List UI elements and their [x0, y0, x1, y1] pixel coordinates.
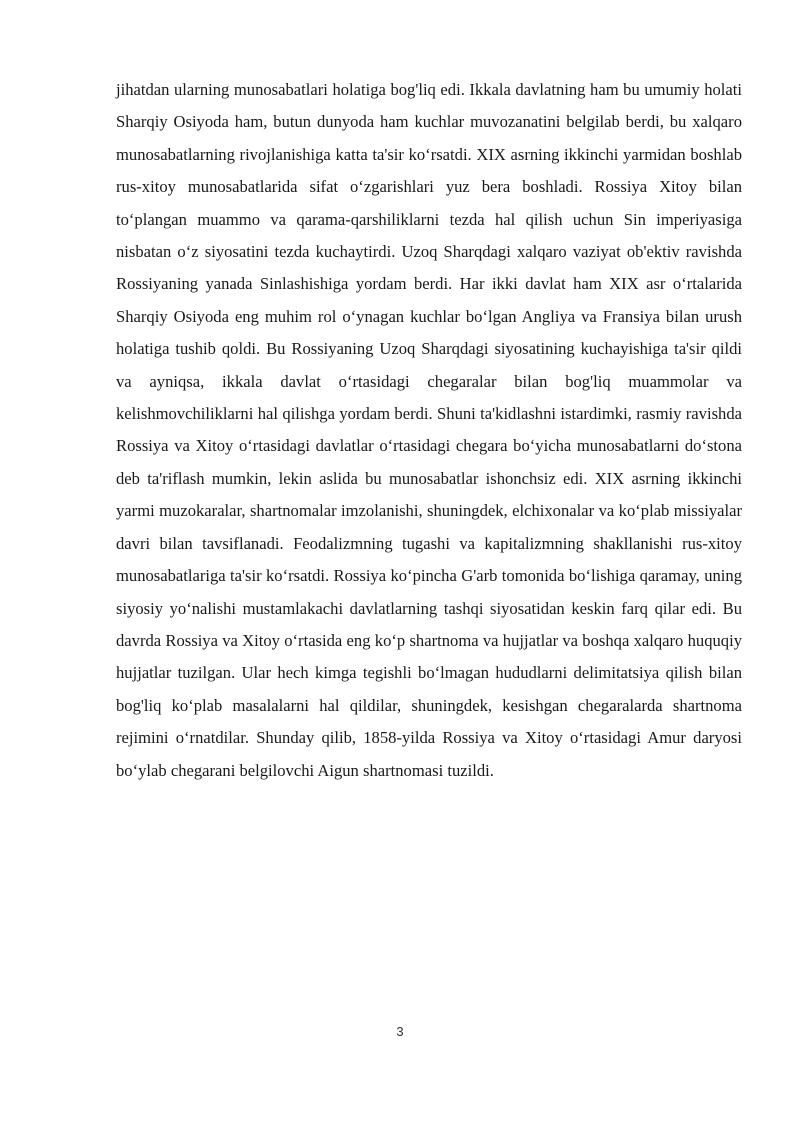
body-paragraph: jihatdan ularning munosabatlari holatiga bog'liq edi. Ikkala davlatning ham bu umumiy holati Sharqiy Osiyoda ham, butun dunyoda ham kuchlar muvozanatini belgilab berdi, bu xalqaro munosabatlarning rivojlanishiga katta ta'sir ko‘rsatdi. XIX asrning ikkinchi yarmidan boshlab rus-xitoy munosabatlarida sifat o‘zgarishlari yuz bera boshladi. Rossiya Xitoy bilan to‘plangan muammo va qarama-qarshiliklarni tezda hal qilish uchun Sin imperiyasiga nisbatan o‘z siyosatini tezda kuchaytirdi. Uzoq Sharqdagi xalqaro vaziyat ob'ektiv ravishda Rossiyaning yanada Sinlashishiga yordam berdi. Har ikki davlat ham XIX asr o‘rtalarida Sharqiy Osiyoda eng muhim rol o‘ynagan kuchlar bo‘lgan Angliya va Fransiya bilan urush holatiga tushib qoldi. Bu Rossiyaning Uzoq Sharqdagi siyosatining kuchayishiga ta'sir qildi va ayniqsa, ikkala davlat o‘rtasidagi chegaralar bilan bog'liq muammolar va kelishmovchiliklarni hal qilishga yordam berdi. Shuni ta'kidlashni istardimki, rasmiy ravishda Rossiya va Xitoy o‘rtasidagi davlatlar o‘rtasidagi chegara bo‘yicha munosabatlarni do‘stona deb ta'riflash mumkin, lekin aslida bu munosabatlar ishonchsiz edi. XIX asrning ikkinchi yarmi muzokaralar, shartnomalar imzolanishi, shuningdek, elchixonalar va ko‘plab missiyalar davri bilan tavsiflanadi. Feodalizmning tugashi va kapitalizmning shakllanishi rus-xitoy munosabatlariga ta'sir ko‘rsatdi. Rossiya ko‘pincha G'arb tomonida bo‘lishiga qaramay, uning siyosiy yo‘nalishi mustamlakachi davlatlarning tashqi siyosatidan keskin farq qilar edi. Bu davrda Rossiya va Xitoy o‘rtasida eng ko‘p shartnoma va hujjatlar va boshqa xalqaro huquqiy hujjatlar tuzilgan. Ular hech kimga tegishli bo‘lmagan hududlarni delimitatsiya qilish bilan bog'liq ko‘plab masalalarni hal qildilar, shuningdek, kesishgan chegaralarda shartnoma rejimini o‘rnatdilar. Shunday qilib, 1858-yilda Rossiya va Xitoy o‘rtasidagi Amur daryosi bo‘ylab chegarani belgilovchi Aigun shartnomasi tuzildi.	[116, 80, 742, 780]
page-number: 3	[396, 1024, 404, 1039]
